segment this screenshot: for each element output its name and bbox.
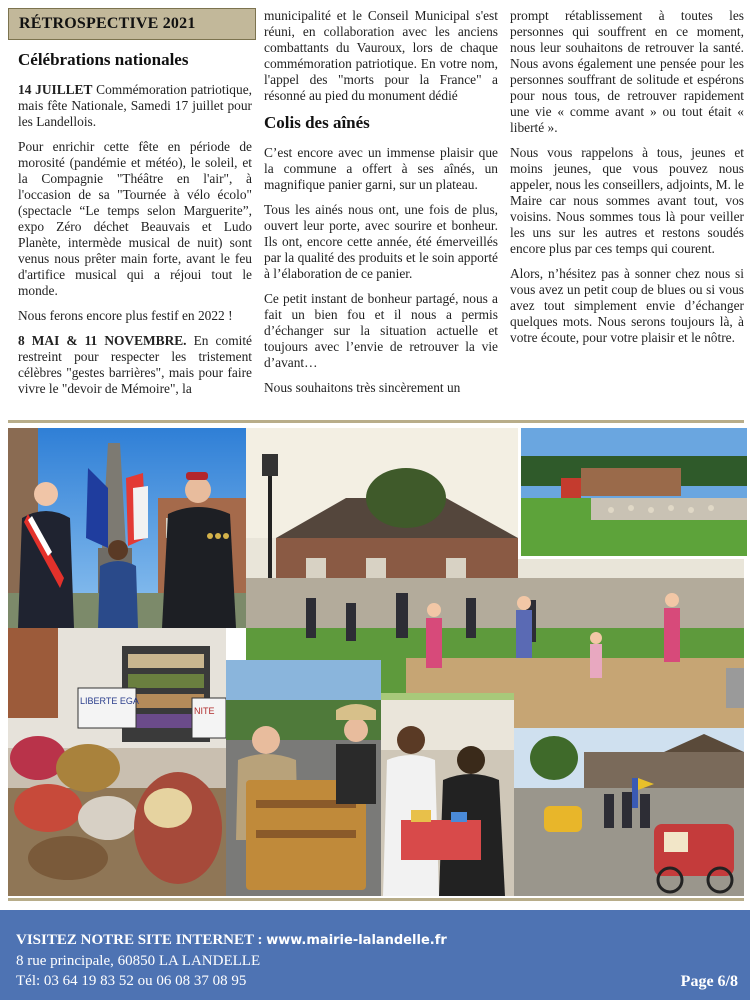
paragraph-retablissement: prompt rétablissement à toutes les personnes qui souffrent en ce moment, nous leur souhaitons de retrouver la santé. Nous avons également une pensée pour les personnes souffrant de solitude et espérons pour nous tous, de retrouver rapidement une vie « comme avant » ou tout était « liberté ». [510, 8, 744, 135]
address: 8 rue principale, 60850 LA LANDELLE [16, 953, 261, 969]
paragraph-sonner: Alors, n’hésitez pas à sonner chez nous si vous avez un petit coup de blues ou si vous avez tout simplement envie d’échanger quelques mots. Nous serons toujours là, à votre écoute, pour votre plaisir et le nôtre. [510, 266, 744, 345]
visit-label: VISITEZ NOTRE SITE INTERNET : [16, 932, 267, 948]
retrospective-banner: RÉTROSPECTIVE 2021 [8, 8, 256, 40]
photo-strip [381, 690, 514, 700]
photo-collage [8, 428, 744, 896]
photo-outdoor-show [518, 428, 747, 559]
date-14-juillet: 14 JUILLET [18, 82, 93, 97]
column-1 [8, 8, 256, 418]
paragraph-14-juillet-text: Commémoration patriotique, mais fête Nationale, Samedi 17 juillet pour les Landellois. [18, 82, 252, 129]
photo-bike-trailer [514, 728, 744, 896]
page-number: Page 6/8 [680, 973, 738, 990]
paragraph-souhaits: Nous souhaitons très sincèrement un [264, 380, 461, 395]
divider-bottom [8, 898, 744, 901]
paragraph-colis-intro: C’est encore avec un immense plaisir que la commune a offert à ses aînés, un magnifique panier garni, sur un plateau. [264, 145, 498, 192]
section-title-colis: Colis des aînés [264, 113, 370, 132]
footer [0, 910, 750, 1000]
column-2 [264, 8, 498, 418]
paragraph-municipalite: municipalité et le Conseil Municipal s'est réuni, en collaboration avec les anciens combattants du Vauroux, lors de chaque commémoration patriotique. En votre nom, l'appel des "morts pour la France" a résonné au pied du monument dédié [264, 8, 498, 103]
date-8-mai: 8 MAI & 11 NOVEMBRE. [18, 333, 187, 348]
paragraph-8-mai [8, 333, 256, 397]
photo-children-workshop [381, 700, 514, 896]
paragraph-14-juillet [8, 82, 256, 130]
photo-gift-baskets [8, 628, 226, 896]
paragraph-bonheur: Ce petit instant de bonheur partagé, nous a fait un bien fou et il nous a permis d’échanger sur la situation actuelle et toujours avec l’envie de retrouver la vie d’avant… [264, 291, 498, 370]
divider-top [8, 420, 744, 423]
paragraph-fete: Pour enrichir cette fête en période de morosité (pandémie et météo), le soleil, et la Compagnie "Théâtre en l'air", à l'occasion de sa "Tournée à vélo écolo" (spectacle “Le temps selon Marguerite”, expo Zéro déchet Beauvais et Ludo Planète, intermède musical de nuit) sont venus nous prêter main forte, avant le feu d'artifice musical qui a réjoui tout le monde. [18, 139, 252, 298]
sign-text-2: NITE [194, 706, 215, 716]
paragraph-2022: Nous ferons encore plus festif en 2022 ! [18, 308, 233, 323]
section-title-celebrations: Célébrations nationales [18, 50, 189, 69]
column-3 [510, 8, 744, 418]
website-line [16, 932, 447, 949]
paragraph-aines: Tous les ainés nous ont, une fois de plus, ouvert leur porte, avec sourire et bonheur. Ils ont, encore cette année, été émerveillés par la qualité des produits et le soin apporté à l’élaboration de ce panier. [264, 202, 498, 281]
paragraph-8-mai-text: En comité restreint pour respecter les tristement célèbres "gestes barrières", mais pour faire vivre le "devoir de Mémoire", la [18, 333, 252, 396]
photo-wooden-games [226, 660, 381, 896]
phone: Tél: 03 64 19 83 52 ou 06 08 37 08 95 [16, 973, 247, 989]
paragraph-rappel: Nous vous rappelons à tous, jeunes et moins jeunes, que vous pouvez nous appeler, nous les conseillers, adjoints, M. le Maire car nous sommes avant tout, vos voisins. Nous sommes tous là pour veiller les uns sur les autres et restons soudés encore plus par ces temps qui courent. [510, 145, 744, 256]
photo-ceremony [8, 428, 246, 628]
website-link[interactable]: www.mairie-lalandelle.fr [266, 933, 447, 948]
sign-text: LIBERTE EGA [80, 696, 139, 706]
